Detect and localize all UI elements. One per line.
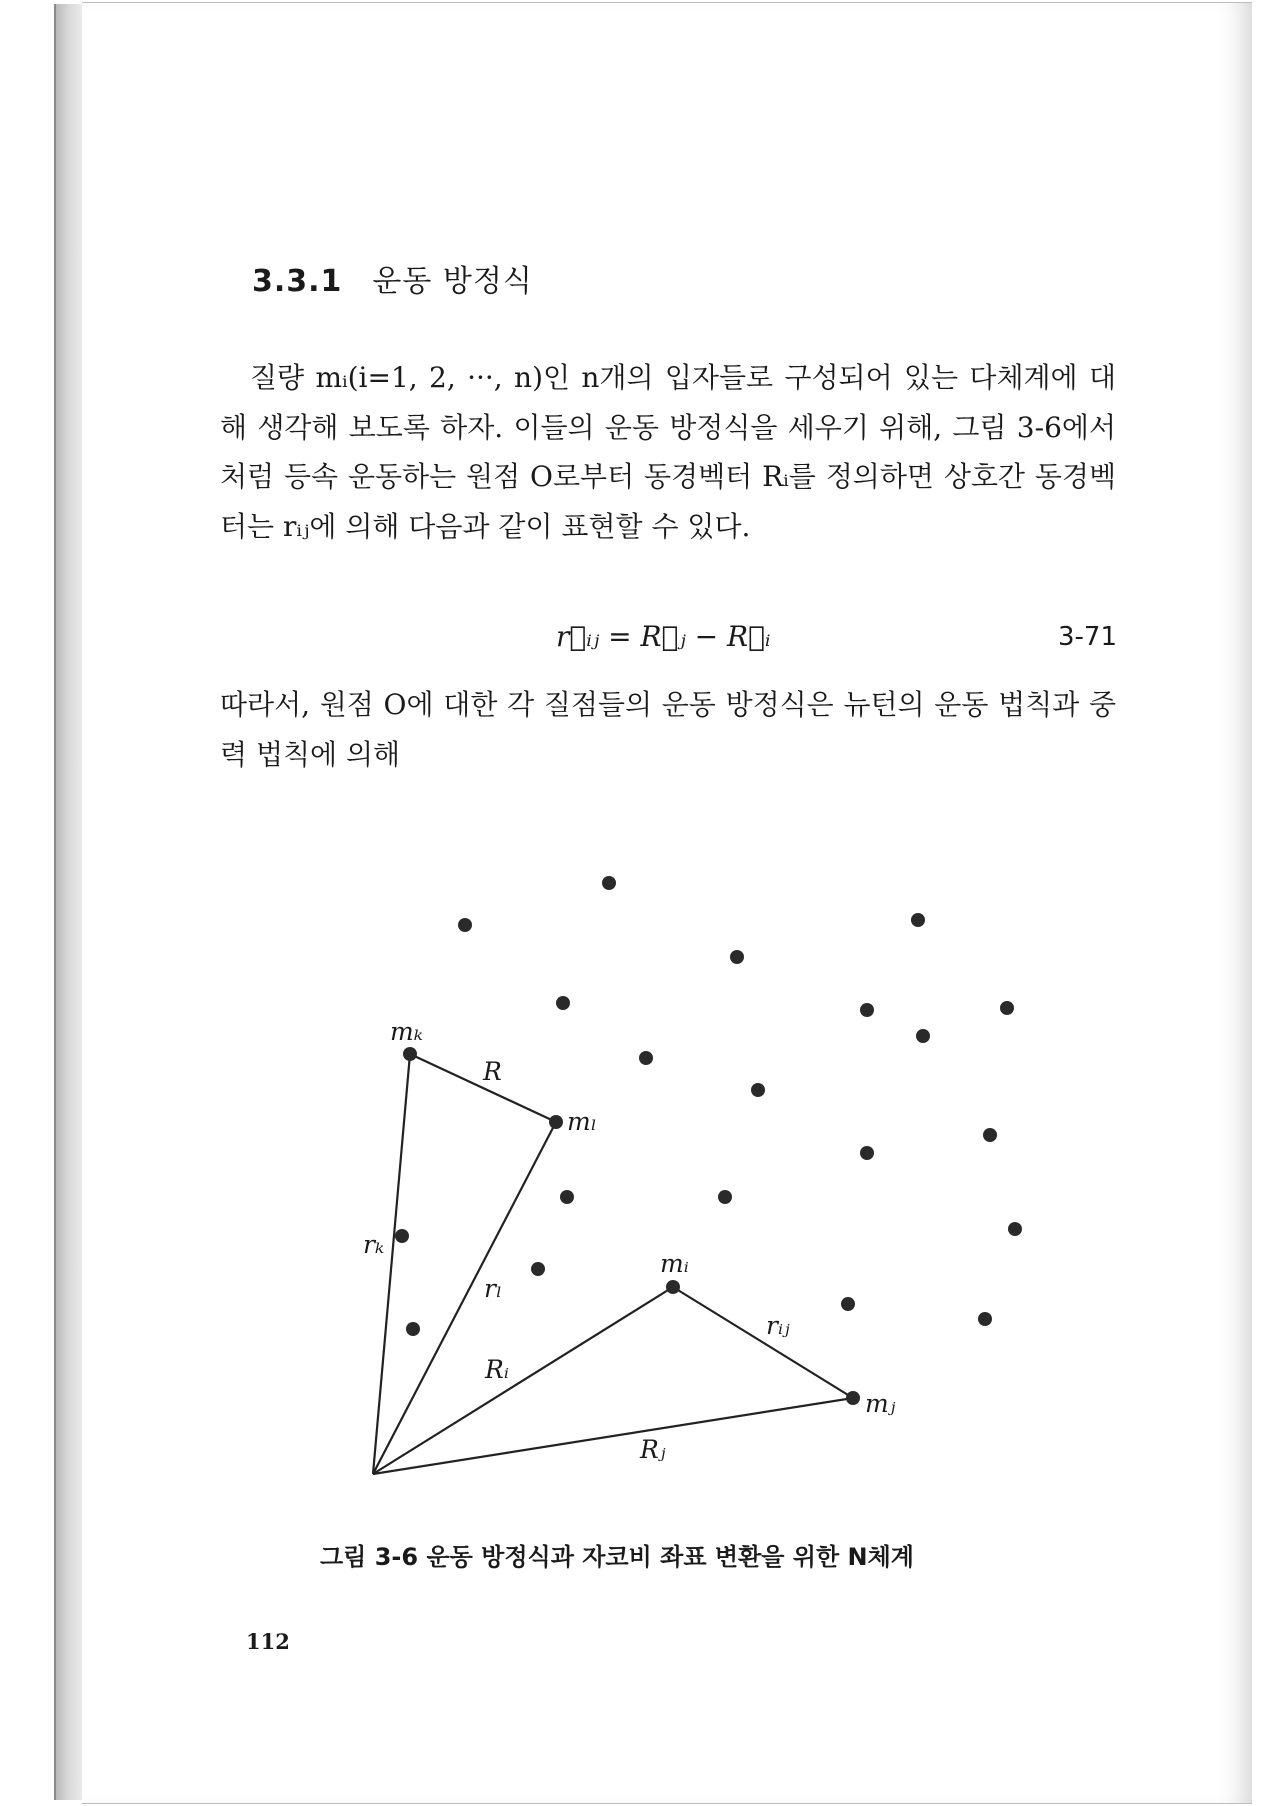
particle [1008,1222,1022,1236]
particle [639,1051,653,1065]
label-rk: rₖ [363,1230,385,1259]
particle [406,1322,420,1336]
label-Rj: Rⱼ [640,1435,666,1464]
figure-caption: 그림 3-6 운동 방정식과 자코비 좌표 변환을 위한 N체계 [320,1543,914,1571]
paragraph-intro: 질량 mᵢ(i=1, 2, ···, n)인 n개의 입자들로 구성되어 있는 다체계에 대해 생각해 보도록 하자. 이들의 운동 방정식을 세우기 위해, 그림 3-6에서처럼 등속 운동하는 원점 O로부터 동경벡터 Rᵢ를 정의하면 상호간 동경벡터는 rᵢⱼ에 의해 다음과 같이 표현할 수 있다. [220,361,1116,543]
particle [531,1262,545,1276]
line-Ri [373,1287,673,1474]
particle-ml [549,1115,563,1129]
particle-mj [846,1391,860,1405]
line-Rj [373,1398,853,1474]
equation-number: 3-71 [1058,622,1118,652]
section-number: 3.3.1 [252,264,343,299]
particle [458,918,472,932]
particle [978,1312,992,1326]
section-title: 운동 방정식 [372,264,533,299]
particle [983,1128,997,1142]
particle [730,950,744,964]
particle [560,1190,574,1204]
page-number: 112 [246,1629,290,1654]
particle-dots [395,876,1022,1405]
particle [916,1029,930,1043]
particle-mi [666,1280,680,1294]
paragraph-followup: 따라서, 원점 O에 대한 각 질점들의 운동 방정식은 뉴턴의 운동 법칙과 중력 법칙에 의해 [220,688,1116,771]
particle [751,1083,765,1097]
particle [860,1003,874,1017]
line-rij [673,1287,853,1398]
label-Ri: Rᵢ [485,1355,509,1384]
label-R: R [483,1057,502,1086]
label-mk: mₖ [390,1017,423,1046]
particle [911,913,925,927]
figure-lines [373,1054,853,1474]
label-mi: mᵢ [660,1249,689,1278]
figure-labels [363,1017,896,1464]
equation-3-71: r⃗ᵢⱼ = R⃗ⱼ − R⃗ᵢ [556,620,771,653]
particle [1000,1001,1014,1015]
line-rk [373,1054,410,1474]
particle [556,996,570,1010]
particle [841,1297,855,1311]
particle [860,1146,874,1160]
particle [395,1229,409,1243]
label-rij: rᵢⱼ [766,1311,790,1340]
particle-mk [403,1047,417,1061]
label-ml: mₗ [567,1107,597,1136]
label-mj: mⱼ [865,1389,896,1418]
label-rl: rₗ [484,1274,503,1303]
particle [718,1190,732,1204]
particle [602,876,616,890]
